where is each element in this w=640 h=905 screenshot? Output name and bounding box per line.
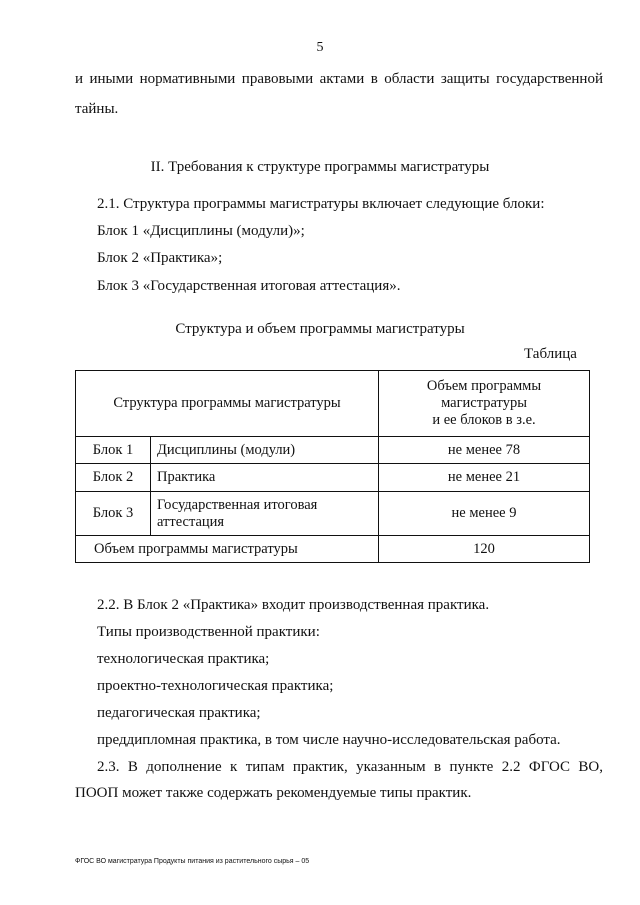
table-header-row	[76, 371, 590, 437]
row-block: Блок 3	[76, 492, 151, 536]
structure-table	[75, 370, 590, 563]
header-volume	[379, 371, 590, 437]
practice-type-2: проектно-технологическая практика;	[97, 678, 334, 694]
table-label: Таблица	[524, 346, 577, 362]
header-volume-line-2: магистратуры	[441, 395, 527, 411]
paragraph-2-1: 2.1. Структура программы магистратуры включает следующие блоки:	[97, 196, 545, 212]
page-footer: ФГОС ВО магистратура Продукты питания из растительного сырья – 05	[75, 858, 310, 865]
row-value: не менее 21	[379, 464, 590, 492]
practice-type-1: технологическая практика;	[97, 651, 270, 667]
paragraph-2-3-line-2: ПООП может также содержать рекомендуемые типы практик.	[75, 785, 472, 801]
row-block: Блок 2	[76, 464, 151, 492]
practice-types-title: Типы производственной практики:	[97, 624, 320, 640]
intro-line-1: и иными нормативными правовыми актами в области защиты государственной	[75, 71, 603, 87]
row-block: Блок 1	[76, 437, 151, 464]
block-2-item: Блок 2 «Практика»;	[97, 250, 223, 266]
row-value: не менее 9	[379, 492, 590, 536]
row-value: не менее 78	[379, 437, 590, 464]
paragraph-2-3-line-1: 2.3. В дополнение к типам практик, указанным в пункте 2.2 ФГОС ВО,	[97, 759, 603, 775]
row-name: Дисциплины (модули)	[151, 437, 379, 464]
block-1-item: Блок 1 «Дисциплины (модули)»;	[97, 223, 305, 239]
header-structure: Структура программы магистратуры	[76, 371, 379, 437]
total-value: 120	[379, 536, 590, 563]
block-3-item: Блок 3 «Государственная итоговая аттестация».	[97, 278, 401, 294]
section-title: II. Требования к структуре программы магистратуры	[150, 159, 490, 175]
table-total-row	[76, 536, 590, 563]
row-name-line-1: Государственная итоговая	[157, 496, 318, 513]
practice-type-4: преддипломная практика, в том числе научно-исследовательская работа.	[97, 732, 561, 748]
paragraph-2-2: 2.2. В Блок 2 «Практика» входит производственная практика.	[97, 597, 490, 613]
total-label: Объем программы магистратуры	[76, 536, 379, 563]
row-name: Практика	[151, 464, 379, 492]
row-name	[151, 492, 379, 536]
intro-line-2: тайны.	[75, 101, 119, 117]
table-row	[76, 464, 590, 492]
table-row	[76, 492, 590, 536]
table-row	[76, 437, 590, 464]
header-volume-line-1: Объем программы	[426, 378, 542, 394]
practice-type-3: педагогическая практика;	[97, 705, 261, 721]
row-name-line-2: аттестация	[157, 513, 225, 530]
header-volume-line-3: и ее блоков в з.е.	[432, 412, 536, 428]
page-number: 5	[316, 40, 324, 55]
table-caption: Структура и объем программы магистратуры	[175, 321, 465, 337]
